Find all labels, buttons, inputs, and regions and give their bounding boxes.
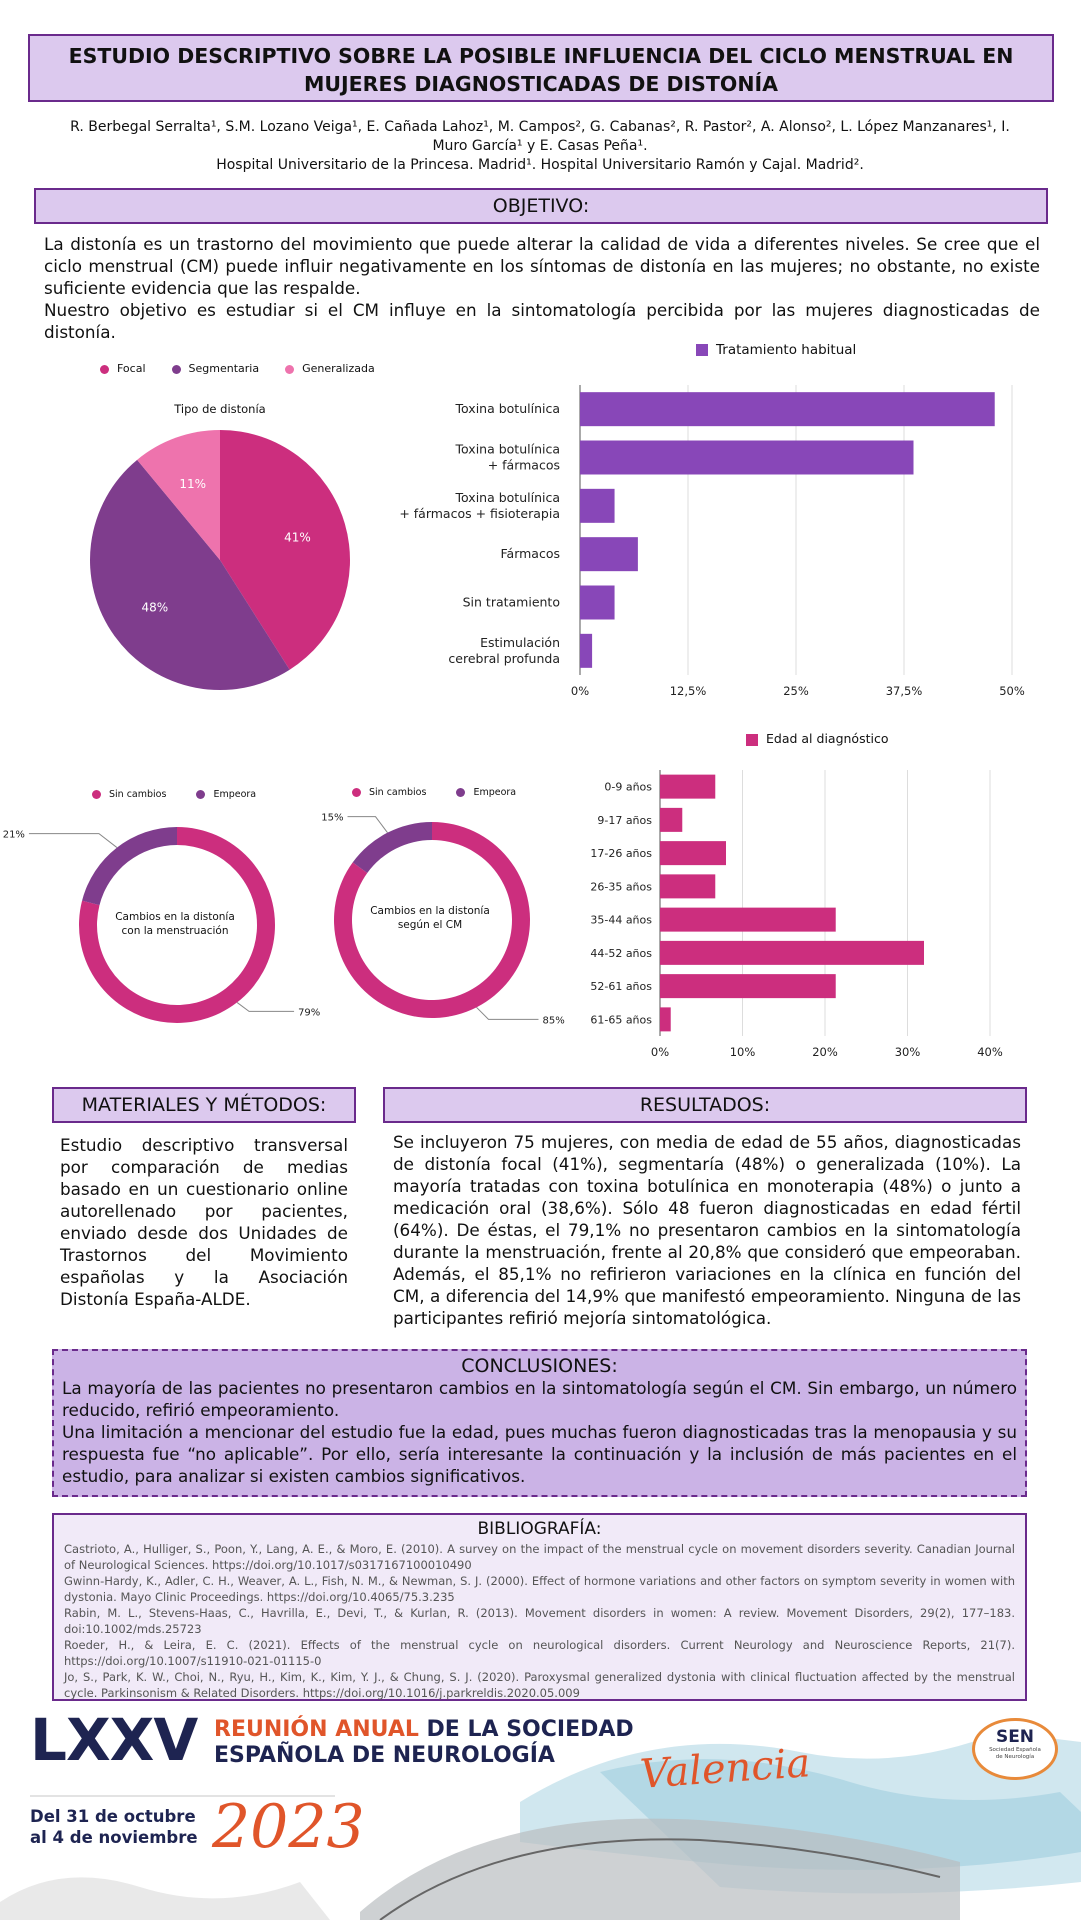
donut2-legend-sin-cambios-label: Sin cambios [369, 787, 427, 798]
legend-generalizada-swatch [285, 365, 294, 374]
x-tick-label: 12,5% [669, 684, 707, 698]
category-label: 17-26 años [590, 847, 652, 861]
conclusiones-box [52, 1349, 1027, 1497]
donut1-title-line-1: Cambios en la distonía [115, 911, 235, 923]
donut1-title-line-2: con la menstruación [121, 925, 229, 937]
bar1-legend-label: Tratamiento habitual [716, 342, 857, 358]
x-tick-label: 10% [729, 1045, 756, 1059]
objetivo-paragraph-1: La distonía es un trastorno del movimiento que puede alterar la calidad de vida a diferentes niveles. Se cree que el ciclo menstrual (CM) puede influir negativamente en los síntomas de distonía en las mujeres; no obstante, no existe suficiente evidencia que las respalde. [44, 234, 1040, 298]
bar1-legend-swatch [696, 344, 708, 356]
x-tick-label: 40% [977, 1045, 1003, 1059]
footer-event-line-1a: REUNIÓN ANUAL [214, 1717, 419, 1742]
bar-5 [660, 941, 924, 965]
category-label: + fármacos [487, 457, 560, 473]
pie1-legend [100, 362, 375, 375]
bib-ref: Gwinn-Hardy, K., Adler, C. H., Weaver, A. L., Fish, N. M., & Newman, S. J. (2000). Effect of hormone variations and other factors on symptom severity in women with dystonia. Mayo Clinic Proceedings. https://doi.org/10.4065/75.3.235 [64, 1574, 1015, 1604]
bar-4 [660, 908, 836, 932]
conclusiones-paragraph-1: La mayoría de las pacientes no presentaron cambios en la sintomatología según el CM. Sin embargo, un número reducido, refirió empeoramiento. [62, 1378, 1017, 1420]
bar2-legend-label: Edad al diagnóstico [766, 731, 889, 746]
category-label: Estimulación [480, 634, 560, 650]
materiales-heading [52, 1087, 356, 1123]
objetivo-paragraph-2: Nuestro objetivo es estudiar si el CM influye en la sintomatología percibida por las mujeres diagnosticadas de distonía. [44, 300, 1040, 342]
authors-line-2: Muro García¹ y E. Casas Peña¹. [432, 138, 648, 154]
category-label: 35-44 años [590, 913, 652, 927]
x-tick-label: 0% [650, 1045, 670, 1059]
bib-ref: Rabin, M. L., Stevens-Haas, C., Havrilla, E., Devi, T., & Kurlan, R. (2013). Movement disorders in women: A review. Movement Disorders, 29(2), 177–183. doi:10.1002/mds.25723 [64, 1606, 1015, 1636]
bib-ref: Castrioto, A., Hulliger, S., Poon, Y., Lang, A. E., & Moro, E. (2010). A survey on the impact of the menstrual cycle on movement disorders severity. Canadian Journal of Neurological Sciences. https://doi.org/10.1017/s0317167100010490 [64, 1542, 1015, 1572]
x-tick-label: 0% [570, 684, 590, 698]
bar-1 [660, 808, 682, 832]
donut1-legend-empeora-label: Empeora [213, 789, 257, 800]
affiliations: Hospital Universitario de la Princesa. Madrid¹. Hospital Universitario Ramón y Cajal. Madrid². [216, 157, 864, 173]
footer-year: 2023 [212, 1792, 365, 1862]
bar-3 [580, 537, 638, 571]
footer-city: Valencia [638, 1740, 812, 1798]
category-label: cerebral profunda [448, 650, 560, 666]
pie-slice-label: 48% [141, 600, 169, 615]
donut1-legend-sin-cambios-swatch [92, 790, 101, 799]
donut-slice-empeora [353, 822, 432, 873]
title-line-2: MUJERES DIAGNOSTICADAS DE DISTONÍA [304, 72, 778, 96]
callout-line [237, 1002, 294, 1011]
donut2-legend [352, 787, 516, 798]
footer-dates [30, 1806, 198, 1848]
callout-line [348, 817, 388, 833]
conclusiones-paragraph-2: Una limitación a mencionar del estudio fue la edad, pues muchas fueron diagnosticadas tras la menopausia y su respuesta fue “no aplicable”. Por ello, sería interesante la continuación y la inclusión de más pacientes en el estudio, para analizar si existen cambios significativos. [62, 1422, 1017, 1486]
category-label: 9-17 años [597, 813, 652, 827]
legend-focal-swatch [100, 365, 109, 374]
donut2-title-line-1: Cambios en la distonía [370, 905, 490, 917]
category-label: + fármacos + fisioterapia [399, 505, 560, 521]
category-label: Toxina botulínica [455, 441, 560, 457]
materiales-heading-text: MATERIALES Y MÉTODOS: [81, 1094, 327, 1116]
bib-ref: Jo, S., Park, K. W., Choi, N., Ryu, H., Kim, K., Kim, Y. J., & Chung, S. J. (2020). Paroxysmal generalized dystonia with clinical fluctuation affected by the menstrual cycle. Parkinsonism & Related Disorders. https://doi.org/10.1016/j.parkreldis.2020.05.009 [64, 1670, 1015, 1700]
donut2-title [355, 904, 505, 932]
footer-event-line-1b: DE LA SOCIEDAD [418, 1717, 634, 1742]
footer-event-line-1 [214, 1717, 634, 1743]
legend-segmentaria-label: Segmentaria [188, 362, 260, 375]
bar-1 [580, 441, 914, 475]
bar-2 [580, 489, 615, 523]
bar1-legend [696, 342, 856, 358]
title-line-1: ESTUDIO DESCRIPTIVO SOBRE LA POSIBLE INFLUENCIA DEL CICLO MENSTRUAL EN [68, 44, 1014, 68]
category-label: Sin tratamiento [462, 594, 560, 610]
bar-2 [660, 841, 726, 865]
legend-focal-label: Focal [117, 362, 146, 375]
donut1-legend-empeora-swatch [196, 790, 205, 799]
callout-label: 79% [298, 1007, 321, 1019]
sen-logo-sub-2: de Neurología [995, 1754, 1035, 1760]
conclusiones-heading: CONCLUSIONES: [461, 1355, 618, 1377]
donut2-legend-empeora-swatch [456, 788, 465, 797]
legend-generalizada [285, 362, 375, 375]
category-label: Toxina botulínica [455, 401, 560, 417]
donut2-legend-sin-cambios [352, 787, 426, 798]
resultados-text: Se incluyeron 75 mujeres, con media de edad de 55 años, diagnosticadas de distonía focal (41%), segmentaría (48%) o generalizada (10%). La mayoría tratadas con toxina botulínica en monoterapia (48%) o junto a medicación oral (38,6%). Sólo 48 fueron diagnosticadas en edad fértil (64%). De éstas, el 79,1% no presentaron cambios en la sintomatología durante la menstruación, frente al 20,8% que consideró que empeoraban. Además, el 85,1% no refirieron variaciones en la clínica en función del CM, a diferencia del 14,9% que manifestó empeoramiento. Ninguna de las participantes refirió mejoría sintomatológica. [393, 1132, 1021, 1328]
legend-segmentaria [172, 362, 260, 375]
bar-0 [580, 392, 995, 426]
pie1-chart [80, 420, 360, 700]
materiales-text: Estudio descriptivo transversal por comparación de medias basado en un cuestionario online autorellenado por pacientes, enviado desde dos Unidades de Trastornos del Movimiento españolas y la Asociación Distonía España-ALDE. [60, 1135, 348, 1309]
donut2-legend-empeora-label: Empeora [473, 787, 517, 798]
resultados-heading [383, 1087, 1027, 1123]
authors-line-1: R. Berbegal Serralta¹, S.M. Lozano Veiga¹, E. Cañada Lahoz¹, M. Campos², G. Cabanas², R. Pastor², A. Alonso², L. López Manzanares¹, I. [70, 119, 1010, 135]
bibliografia-heading: BIBLIOGRAFÍA: [477, 1519, 602, 1539]
donut2-legend-sin-cambios-swatch [352, 788, 361, 797]
bar-3 [660, 874, 715, 898]
sen-logo [972, 1718, 1058, 1780]
x-tick-label: 20% [812, 1045, 838, 1059]
sen-logo-sub-1: Sociedad Española [989, 1747, 1041, 1753]
category-label: 52-61 años [590, 980, 652, 994]
bar-6 [660, 974, 836, 998]
category-label: 26-35 años [590, 880, 652, 894]
footer-dates-line-1: Del 31 de octubre [30, 1807, 196, 1826]
x-tick-label: 37,5% [885, 684, 923, 698]
x-tick-label: 50% [999, 684, 1025, 698]
bar2-chart [580, 762, 1040, 1062]
callout-label: 15% [321, 812, 344, 824]
callout-label: 21% [2, 829, 25, 841]
objetivo-text [44, 233, 1040, 343]
donut1-title [100, 910, 250, 938]
poster-title [28, 34, 1054, 102]
callout-line [476, 1007, 538, 1019]
legend-segmentaria-swatch [172, 365, 181, 374]
footer-event-line-2: ESPAÑOLA DE NEUROLOGÍA [214, 1743, 555, 1768]
footer-dates-line-2: al 4 de noviembre [30, 1828, 198, 1847]
authors-block [40, 118, 1040, 175]
donut1-legend-sin-cambios [92, 789, 166, 800]
objetivo-heading-text: OBJETIVO: [492, 195, 590, 217]
category-label: 44-52 años [590, 946, 652, 960]
footer-roman-numeral: LXXV [30, 1706, 198, 1774]
bar1-chart [400, 375, 1060, 700]
bar-5 [580, 634, 592, 668]
pie-slice-label: 11% [179, 477, 207, 492]
pie1-title: Tipo de distonía [174, 402, 266, 416]
bib-ref: Roeder, H., & Leira, E. C. (2021). Effects of the menstrual cycle on neurological disorders. Current Neurology and Neuroscience Reports, 21(7). https://doi.org/10.1007/s11910-021-01115-0 [64, 1638, 1015, 1668]
donut-slice-empeora [82, 827, 177, 905]
callout-line [29, 834, 117, 848]
footer-watercolor-grey [0, 1877, 330, 1920]
legend-focal [100, 362, 146, 375]
footer-event-name [214, 1717, 634, 1769]
bibliografia-box [52, 1513, 1027, 1701]
donut1-legend-sin-cambios-label: Sin cambios [109, 789, 167, 800]
donut1-legend [92, 789, 256, 800]
legend-generalizada-label: Generalizada [302, 362, 375, 375]
bar-7 [660, 1007, 671, 1031]
callout-label: 85% [542, 1015, 565, 1027]
x-tick-label: 30% [894, 1045, 921, 1059]
donut2-title-line-2: según el CM [397, 919, 463, 931]
donut1-legend-empeora [196, 789, 256, 800]
bar2-legend [746, 731, 889, 746]
category-label: Toxina botulínica [455, 489, 560, 505]
category-label: Fármacos [500, 546, 560, 562]
resultados-heading-text: RESULTADOS: [639, 1094, 771, 1116]
bar2-legend-swatch [746, 734, 758, 746]
pie-slice-label: 41% [284, 530, 311, 545]
bar-0 [660, 775, 715, 799]
x-tick-label: 25% [783, 684, 809, 698]
sen-logo-text: SEN [995, 1727, 1035, 1747]
category-label: 61-65 años [590, 1013, 652, 1027]
donut2-legend-empeora [456, 787, 516, 798]
objetivo-heading [34, 188, 1048, 224]
bar-4 [580, 586, 615, 620]
category-label: 0-9 años [604, 780, 652, 794]
